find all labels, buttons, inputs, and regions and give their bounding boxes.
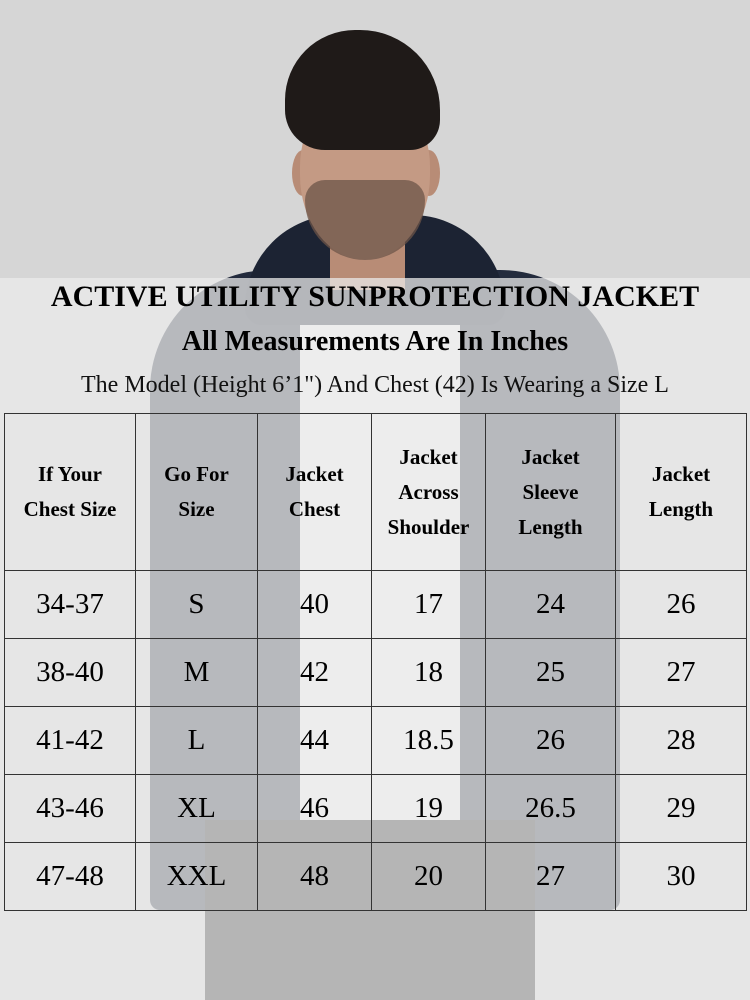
table-cell: 29 (616, 775, 747, 843)
table-cell: 19 (372, 775, 486, 843)
table-body (5, 571, 747, 911)
table-cell: 43-46 (5, 775, 136, 843)
column-header: Go For Size (136, 414, 258, 571)
table-cell: 25 (486, 639, 616, 707)
table-cell: 42 (258, 639, 372, 707)
table-row (5, 571, 747, 639)
column-header: Jacket Chest (258, 414, 372, 571)
table-cell: 26 (616, 571, 747, 639)
table-cell: 26 (486, 707, 616, 775)
table-cell: 17 (372, 571, 486, 639)
table-cell: 18 (372, 639, 486, 707)
table-row (5, 775, 747, 843)
table-cell: S (136, 571, 258, 639)
table-cell: 34-37 (5, 571, 136, 639)
table-cell: 47-48 (5, 843, 136, 911)
table-cell: M (136, 639, 258, 707)
table-cell: 24 (486, 571, 616, 639)
column-header: Jacket Sleeve Length (486, 414, 616, 571)
table-cell: 38-40 (5, 639, 136, 707)
table-cell: 27 (486, 843, 616, 911)
table-cell: 27 (616, 639, 747, 707)
table-cell: 30 (616, 843, 747, 911)
table-row (5, 639, 747, 707)
model-size-note: The Model (Height 6’1") And Chest (42) Is Wearing a Size L (81, 372, 669, 398)
hair-shape (285, 30, 440, 150)
table-cell: 44 (258, 707, 372, 775)
table-cell: 28 (616, 707, 747, 775)
table-cell: XL (136, 775, 258, 843)
table-cell: 48 (258, 843, 372, 911)
table-row (5, 707, 747, 775)
table-cell: 18.5 (372, 707, 486, 775)
measurement-unit-subtitle: All Measurements Are In Inches (181, 326, 569, 357)
table-cell: 41-42 (5, 707, 136, 775)
table-cell: L (136, 707, 258, 775)
table-cell: XXL (136, 843, 258, 911)
column-header: Jacket Across Shoulder (372, 414, 486, 571)
table-row (5, 843, 747, 911)
table-cell: 46 (258, 775, 372, 843)
size-chart-table (4, 413, 747, 911)
column-header: Jacket Length (616, 414, 747, 571)
page-title: ACTIVE UTILITY SUNPROTECTION JACKET (50, 280, 700, 313)
table-cell: 40 (258, 571, 372, 639)
column-header: If Your Chest Size (5, 414, 136, 571)
table-header-row (5, 414, 747, 571)
table-cell: 26.5 (486, 775, 616, 843)
table-cell: 20 (372, 843, 486, 911)
